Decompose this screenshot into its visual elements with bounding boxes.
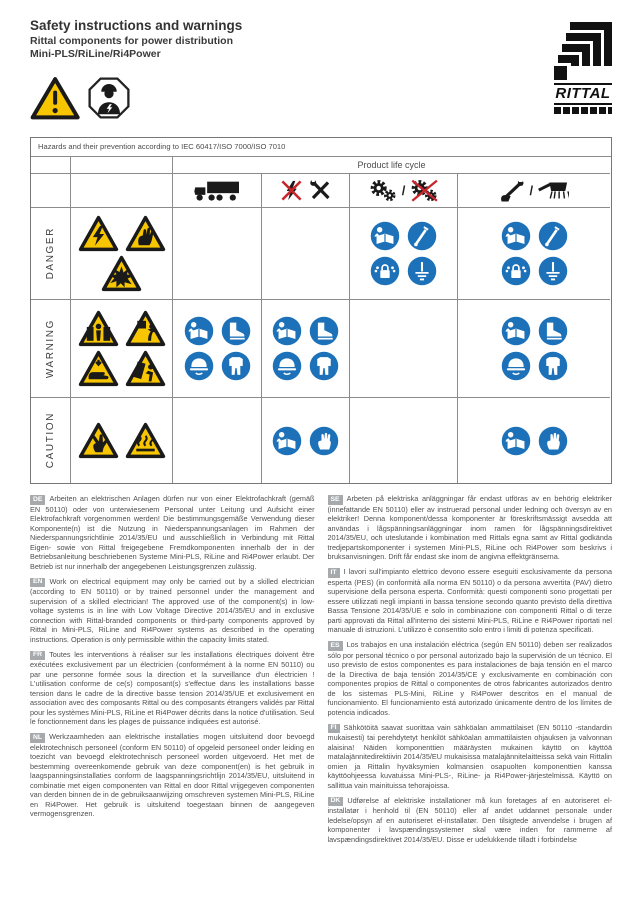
safety-boots-icon — [221, 316, 251, 346]
row-label-cell-danger — [31, 208, 71, 300]
phase-operation — [350, 174, 458, 208]
lang-text-dk: Udførelse af elektriske installationer må kun foretages af en autoriseret el-installatør i henhold til (EN 50110) eller af andet uddannet personale under ledelse/opsyn af en autoriseret el-installatør. Den tilsigtede anvendelse i brugen af komponenter i lavspændingssystemer skal være inden for rammerne af lavspændingsdirektivet 2014/35/EU. Disse er udelukkende tilladt i forbindelse — [327, 795, 612, 844]
lang-paragraph-se — [328, 494, 613, 562]
safety-helmet-icon — [184, 351, 214, 381]
page-header — [30, 18, 612, 121]
lang-badge-it: IT — [328, 568, 340, 578]
safety-helmet-icon — [501, 351, 531, 381]
hazard-hand-shock-icon — [125, 215, 166, 252]
gears-icon — [368, 179, 398, 202]
lang-badge-dk: DK — [328, 797, 344, 807]
row-label-cell-caution — [31, 398, 71, 483]
hazard-tipping-icon — [125, 350, 166, 387]
row-label-danger: DANGER — [45, 227, 56, 280]
hazard-hand-crush-icon — [78, 350, 119, 387]
lang-text-es: Los trabajos en una instalación eléctrica (según EN 50110) deben ser realizados sólo por personal técnico o por personal autorizado bajo la supervisión de un técnico. El uso previsto de estos componentes es para instalaciones de baja tensión en el marco de la Directiva de baja tensión 2014/35/CE y exclusivamente en combinación con componentes propios de Rittal o componentes de otros fabricantes autorizados dentro de los sistemas PLS-Mini, RiLine y Ri4Power descritos en el manual de funcionamiento. El funcionamiento está autorizado únicamente dentro de los límites de potencia indicados. — [327, 640, 612, 717]
no-voltage-icon — [280, 179, 303, 202]
page-subtitle: Rittal components for power distribution — [30, 35, 233, 47]
lang-paragraph-fr — [30, 650, 315, 727]
paragraph-column-right — [328, 494, 613, 850]
cell-caution-transport — [173, 398, 262, 483]
hazard-load-icon — [125, 310, 166, 347]
hazard-hand-injury-icon — [78, 422, 119, 459]
cell-danger-transport — [173, 208, 262, 300]
lang-text-se: Arbeten på elektriska anläggningar får endast utföras av en behörig elektriker (innefattande EN 50110) eller av instruerad personal under ledning och översyn av en elektriker! Denna komponent/dessa komponenter är föreskriftsmässigt avsedda att användas i lågspänningsanläggningar inom ramen för lågspänningsdirektivet 2014/35/EU, och uteslutande i kombination med Rittals egna samt av Rittal godkända tredjepartskomponenter i systemen Mini-PLS, RiLine och Ri4Power som beskrivs i bruksanvisningen. Drift får endast ske inom de angivna effektgränserna. — [327, 494, 612, 561]
phase-installation — [262, 174, 350, 208]
product-line: Mini-PLS/RiLine/Ri4Power — [30, 48, 161, 60]
lang-badge-se: SE — [328, 495, 343, 505]
cell-caution-hazards — [71, 398, 173, 483]
read-manual-icon — [184, 316, 214, 346]
rittal-brand-text: RITTAL — [554, 83, 612, 105]
lang-text-it: I lavori sull'impianto elettrico devono essere eseguiti esclusivamente da persona esperta (PES) (in conformità alla norma EN 50110) o da persona avvertita (PAV) dietro supervisione della persona esperta. Conformità: questi componenti sono progettati per essere utilizzati negli impianti in bassa tensione secondo quanto previsto della direttiva Bassa Tensione 2014/35/UE e solo in combinazione con componenti Rittal o di terze parti approvati da Rittal all'interno dei sistemi Mini-PLS, RiLine e Ri4Power riportati nel manuale di istruzioni. L'utilizzo è consentito solo entro i limiti di potenza specificati. — [327, 567, 612, 634]
lang-text-nl: Werkzaamheden aan elektrische installaties mogen uitsluitend door bevoegd elektrotechnisch personeel (conform EN 50110) of opgeleid personeel onder leiding en toezicht van bevoegd elektrotechnisch personeel worden uitgevoerd. Het met de bestemming overeenkomende gebruik van deze component(en) is het gebruik in laagspanningsinstallaties conform de laagspanningsrichtlijn 2014/35/EU, uitsluitend in combinatie met eigen componenten van Rittal en door Rittal vrijgegeven componenten van derden binnen de in de gebruiksaanwijzing omschreven systemen Mini-PLS, RiLine en Ri4Power. Het gebruik is uitsluitend toegestaan binnen de aangegeven vermogensgrenzen. — [30, 732, 315, 818]
cell-danger-maintenance — [458, 208, 610, 300]
slash-separator: / — [529, 183, 534, 198]
cell-warning-installation — [262, 300, 350, 398]
brush-icon — [537, 179, 569, 202]
row-label-caution: CAUTION — [45, 412, 56, 469]
lang-paragraph-dk — [328, 796, 613, 845]
lockout-icon — [501, 256, 531, 286]
page-title: Safety instructions and warnings — [30, 18, 243, 33]
lang-badge-en: EN — [30, 578, 45, 588]
cell-caution-operation — [350, 398, 458, 483]
paragraph-column-left — [30, 494, 315, 850]
safety-boots-icon — [309, 316, 339, 346]
safety-helmet-icon — [272, 351, 302, 381]
lifecycle-header: Product life cycle — [173, 157, 610, 174]
phase-transport — [173, 174, 262, 208]
hazard-hot-icon — [125, 422, 166, 459]
gears-crossed-icon — [409, 179, 439, 202]
read-manual-icon — [501, 221, 531, 251]
protective-clothing-icon — [309, 351, 339, 381]
lang-badge-es: ES — [328, 641, 343, 651]
slash-separator: / — [401, 183, 406, 198]
hazard-electric-icon — [78, 215, 119, 252]
row-label-cell-warning — [31, 300, 71, 398]
lang-badge-nl: NL — [30, 733, 45, 743]
read-manual-icon — [501, 426, 531, 456]
phase-maintenance — [458, 174, 610, 208]
protective-clothing-icon — [538, 351, 568, 381]
cell-warning-hazards — [71, 300, 173, 398]
service-hand-icon — [499, 179, 526, 202]
lang-badge-fr: FR — [30, 651, 45, 661]
general-warning-icon — [30, 76, 80, 120]
cell-caution-installation — [262, 398, 350, 483]
lockout-icon — [370, 256, 400, 286]
cell-caution-maintenance — [458, 398, 610, 483]
lang-badge-de: DE — [30, 495, 45, 505]
lang-paragraph-fi — [328, 723, 613, 791]
spacer-cell — [31, 157, 71, 174]
header-pictograms — [30, 75, 612, 121]
rittal-logo-mark — [554, 22, 612, 80]
cell-danger-operation — [350, 208, 458, 300]
hazard-explosion-icon — [101, 255, 142, 292]
hazard-grid — [31, 157, 611, 483]
hazard-crush-icon — [78, 310, 119, 347]
lang-paragraph-nl — [30, 732, 315, 819]
read-manual-icon — [272, 426, 302, 456]
row-label-warning: WARNING — [45, 318, 56, 379]
disconnect-icon — [538, 221, 568, 251]
read-manual-icon — [272, 316, 302, 346]
qualified-electrician-icon — [87, 76, 131, 120]
read-manual-icon — [501, 316, 531, 346]
protective-gloves-icon — [538, 426, 568, 456]
lang-text-de: Arbeiten an elektrischen Anlagen dürfen nur von einer Elektrofachkraft (gemäß EN 50110) oder von unterwiesenem Personal unter Leitung und Aufsicht einer Elektrofachkraft vorgenommen werden! Die bestimmungsgemäße Verwendung dieser Komponente(n) ist die Nutzung in Niederspannungsanlagen im Rahmen der Niederspannungsrichtlinie 2014/35/EU und ausschließlich in Verbindung mit Rittal Eigen- sowie von Rittal freigegebene Fremdkomponenten innerhalb der in der Betriebsanleitung beschriebenen Systeme Mini-PLS, RiLine and Ri4Power erlaubt. Der Betrieb ist nur innerhalb der angegebenen Leistungsgrenzen zulässig. — [30, 494, 315, 571]
lang-text-en: Work on electrical equipment may only be carried out by a skilled electrician (according to EN 50110) or by trained personnel under the management and supervision of a skilled electrician! The approved use of the component(s) in low-voltage systems is in line with Low Voltage Directive 2014/35/EU and in exclusive connection with Rittal-branded components or third-party components approved by Rittal in Mini-PLS, RiLine and Ri4Power systems as described in the operating instructions. Operation is only permissible within the capacity limits stated. — [30, 576, 315, 644]
cell-danger-hazards — [71, 208, 173, 300]
table-caption: Hazards and their prevention according to IEC 60417/ISO 7000/ISO 7010 — [31, 138, 611, 157]
spacer-cell — [71, 157, 173, 174]
read-manual-icon — [370, 221, 400, 251]
earth-icon — [538, 256, 568, 286]
lang-paragraph-en — [30, 577, 315, 645]
tools-icon — [309, 179, 332, 202]
protective-clothing-icon — [221, 351, 251, 381]
lang-paragraph-es — [328, 640, 613, 717]
lang-paragraph-it — [328, 567, 613, 635]
lang-paragraph-de — [30, 494, 315, 571]
lang-text-fr: Toutes les interventions à réaliser sur les installations électriques doivent être exécutées exclusivement par un électricien (conformément à la norme EN 50110) ou par une personne formée sous la direction et la surveillance d'un électricien ! L'utilisation conforme de ce(s) composant(s) s'effectue dans les installations basse tension dans le cadre de la directive basse tension 2014/35/UE et exclusivement en association avec des composants Rittal ou des composants étrangers validés par Rittal pour les systèmes Mini-PLS, RiLine et Ri4Power décrits dans la notice d'utilisation. Seul le fonctionnement dans les plages de puissance indiquées est autorisé. — [30, 649, 315, 726]
disconnect-icon — [407, 221, 437, 251]
rittal-logo — [554, 22, 612, 114]
safety-boots-icon — [538, 316, 568, 346]
cell-danger-installation — [262, 208, 350, 300]
lang-badge-fi: FI — [328, 724, 340, 734]
language-paragraphs — [30, 494, 612, 850]
cell-warning-maintenance — [458, 300, 610, 398]
protective-gloves-icon — [309, 426, 339, 456]
spacer-cell — [71, 174, 173, 208]
cell-warning-transport — [173, 300, 262, 398]
hazard-table — [30, 137, 612, 484]
spacer-cell — [31, 174, 71, 208]
cell-warning-operation — [350, 300, 458, 398]
lang-text-fi: Sähkötöitä saavat suorittaa vain sähköalan ammattilaiset (EN 50110 -standardin mukaisesti) tai perehdytetyt henkilöt sähköalan ammattilaisten ohjauksen ja valvonnan alaisina! Näiden komponenttien määräysten mukainen käyttö on käyttöä matalajännitedirektiivin 2014/35/EU mukaisissa matalajännitelaitteissa sekä vain Rittalin omien ja Rittalin hyväksymien kolmansien osapuolten komponenttien kanssa käyttöohjeessa kuvatuissa Mini-PLS-, RiLine- ja Ri4Power-järjestelmissä. Käyttö on sallittua vain mainituissa tehorajoissa. — [327, 722, 612, 790]
earth-icon — [407, 256, 437, 286]
rittal-logo-bar — [554, 107, 612, 114]
truck-icon — [193, 179, 241, 202]
